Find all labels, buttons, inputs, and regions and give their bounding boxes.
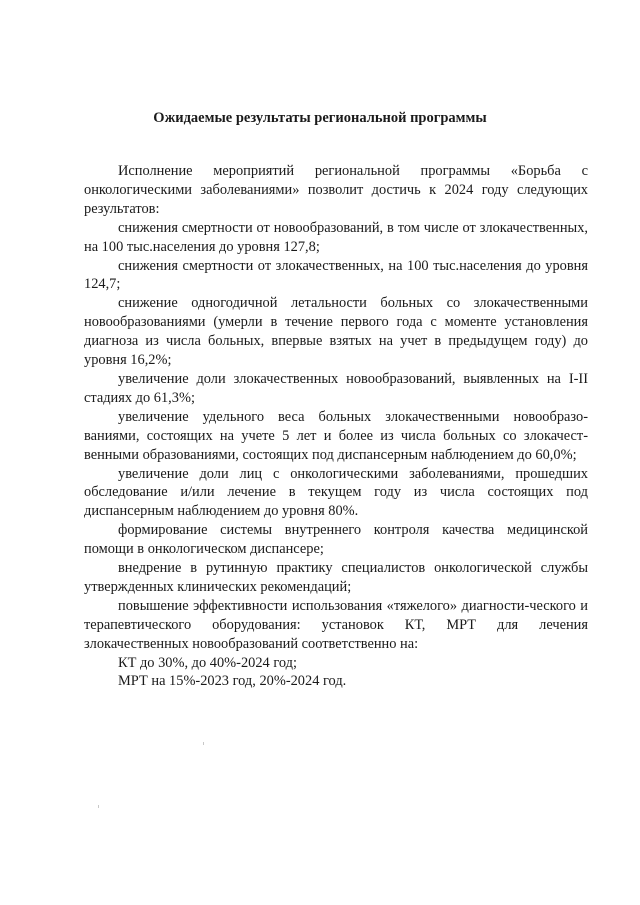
paragraph-item: увеличение удельного веса больных злокачественными новообразо-ваниями, состоящих на учете 5 лет и более из числа больных со злокачест-венными образованиями, состоящих под диспансерным наблюдением до 60,0%;	[84, 408, 588, 463]
paragraph-item: КТ до 30%, до 40%-2024 год;	[118, 654, 297, 671]
scan-speck	[98, 805, 99, 808]
paragraph-item: формирование системы внутреннего контроля качества медицинской помощи в онкологическом диспансере;	[84, 522, 588, 558]
paragraph-item: снижения смертности от злокачественных, на 100 тыс.населения до уровня 124,7;	[84, 257, 588, 293]
paragraph-item: увеличение доли злокачественных новообразований, выявленных на I-II стадиях до 61,3%;	[84, 370, 588, 406]
paragraph-item: снижения смертности от новообразований, в том числе от злокачественных, на 100 тыс.населения до уровня 127,8;	[84, 219, 588, 255]
paragraph-item: повышение эффективности использования «тяжелого» диагности-ческого и терапевтического оборудования: установок КТ, МРТ для лечения злокачественных новообразований соответственно на:	[84, 597, 588, 652]
paragraph-item: снижение одногодичной летальности больных со злокачественными новообразованиями (умерли в течение первого года с моменте установления диагноза из числа больных, впервые взятых на учет в предыдущем году) до уровня 16,2%;	[84, 295, 588, 369]
paragraph-item: внедрение в рутинную практику специалистов онкологической службы утвержденных клинических рекомендаций;	[84, 560, 588, 595]
paragraph-item: увеличение доли лиц с онкологическими заболеваниями, прошедших обследование и/или лечение в текущем году из числа состоящих под диспансерным наблюдением до уровня 80%.	[84, 465, 588, 520]
paragraph-intro: Исполнение мероприятий региональной программы «Борьба с онкологическими заболеваниями» позволит достичь к 2024 году следующих результатов:	[84, 163, 588, 217]
paragraph-item: МРТ на 15%-2023 год, 20%-2024 год.	[118, 673, 347, 690]
document-title: Ожидаемые результаты региональной программы	[153, 110, 487, 126]
document-body	[84, 162, 588, 691]
scan-speck	[203, 742, 204, 745]
